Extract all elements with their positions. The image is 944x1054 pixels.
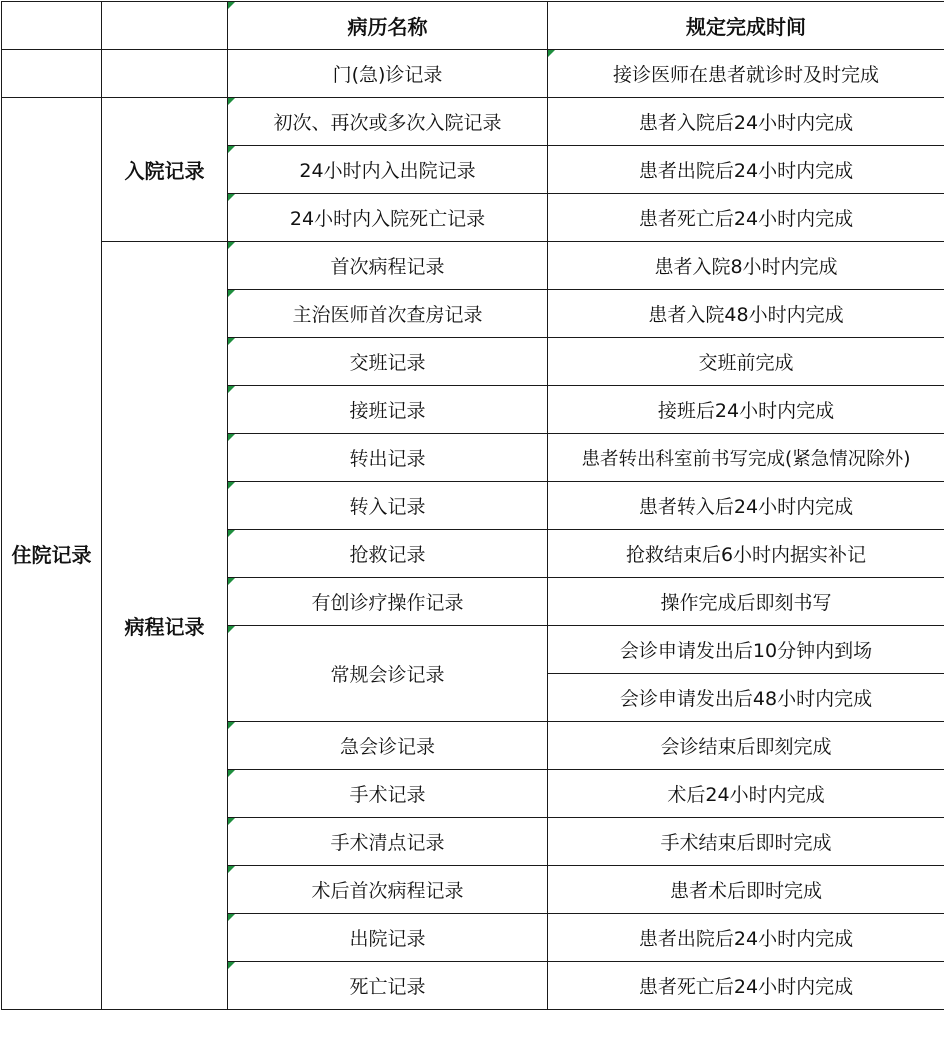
record-name: 死亡记录 bbox=[228, 962, 548, 1010]
record-deadline: 术后24小时内完成 bbox=[548, 770, 944, 818]
empty-cell bbox=[102, 50, 228, 98]
medical-record-deadline-table bbox=[1, 1, 944, 1010]
record-name: 常规会诊记录 bbox=[228, 626, 548, 722]
header-deadline: 规定完成时间 bbox=[548, 2, 944, 50]
record-name: 转出记录 bbox=[228, 434, 548, 482]
record-name: 门(急)诊记录 bbox=[228, 50, 548, 98]
record-deadline: 会诊申请发出后48小时内完成 bbox=[548, 674, 944, 722]
record-deadline: 会诊申请发出后10分钟内到场 bbox=[548, 626, 944, 674]
record-deadline: 接诊医师在患者就诊时及时完成 bbox=[548, 50, 944, 98]
table-row bbox=[2, 50, 944, 98]
table-row bbox=[2, 98, 944, 146]
record-deadline: 接班后24小时内完成 bbox=[548, 386, 944, 434]
subcategory-progress: 病程记录 bbox=[102, 242, 228, 1010]
record-deadline: 患者入院8小时内完成 bbox=[548, 242, 944, 290]
record-name: 主治医师首次查房记录 bbox=[228, 290, 548, 338]
record-deadline: 抢救结束后6小时内据实补记 bbox=[548, 530, 944, 578]
record-deadline: 患者死亡后24小时内完成 bbox=[548, 962, 944, 1010]
record-name: 抢救记录 bbox=[228, 530, 548, 578]
record-name: 初次、再次或多次入院记录 bbox=[228, 98, 548, 146]
record-deadline: 操作完成后即刻书写 bbox=[548, 578, 944, 626]
record-name: 急会诊记录 bbox=[228, 722, 548, 770]
header-record-name: 病历名称 bbox=[228, 2, 548, 50]
header-row bbox=[2, 2, 944, 50]
subcategory-admission: 入院记录 bbox=[102, 98, 228, 242]
record-deadline: 患者入院48小时内完成 bbox=[548, 290, 944, 338]
category-inpatient: 住院记录 bbox=[2, 98, 102, 1010]
record-deadline: 交班前完成 bbox=[548, 338, 944, 386]
record-deadline: 患者出院后24小时内完成 bbox=[548, 146, 944, 194]
record-name: 转入记录 bbox=[228, 482, 548, 530]
table-row bbox=[2, 242, 944, 290]
record-name: 术后首次病程记录 bbox=[228, 866, 548, 914]
empty-cell bbox=[2, 50, 102, 98]
record-deadline: 患者术后即时完成 bbox=[548, 866, 944, 914]
record-name: 手术记录 bbox=[228, 770, 548, 818]
record-deadline: 患者死亡后24小时内完成 bbox=[548, 194, 944, 242]
header-subcategory-cell bbox=[102, 2, 228, 50]
record-name: 出院记录 bbox=[228, 914, 548, 962]
record-name: 接班记录 bbox=[228, 386, 548, 434]
record-deadline: 患者转出科室前书写完成(紧急情况除外) bbox=[548, 434, 944, 482]
record-name: 交班记录 bbox=[228, 338, 548, 386]
record-name: 24小时内入院死亡记录 bbox=[228, 194, 548, 242]
record-deadline: 手术结束后即时完成 bbox=[548, 818, 944, 866]
record-deadline: 患者转入后24小时内完成 bbox=[548, 482, 944, 530]
record-deadline: 会诊结束后即刻完成 bbox=[548, 722, 944, 770]
record-name: 有创诊疗操作记录 bbox=[228, 578, 548, 626]
record-deadline: 患者入院后24小时内完成 bbox=[548, 98, 944, 146]
record-name: 手术清点记录 bbox=[228, 818, 548, 866]
header-category-cell bbox=[2, 2, 102, 50]
record-name: 24小时内入出院记录 bbox=[228, 146, 548, 194]
record-name: 首次病程记录 bbox=[228, 242, 548, 290]
record-deadline: 患者出院后24小时内完成 bbox=[548, 914, 944, 962]
